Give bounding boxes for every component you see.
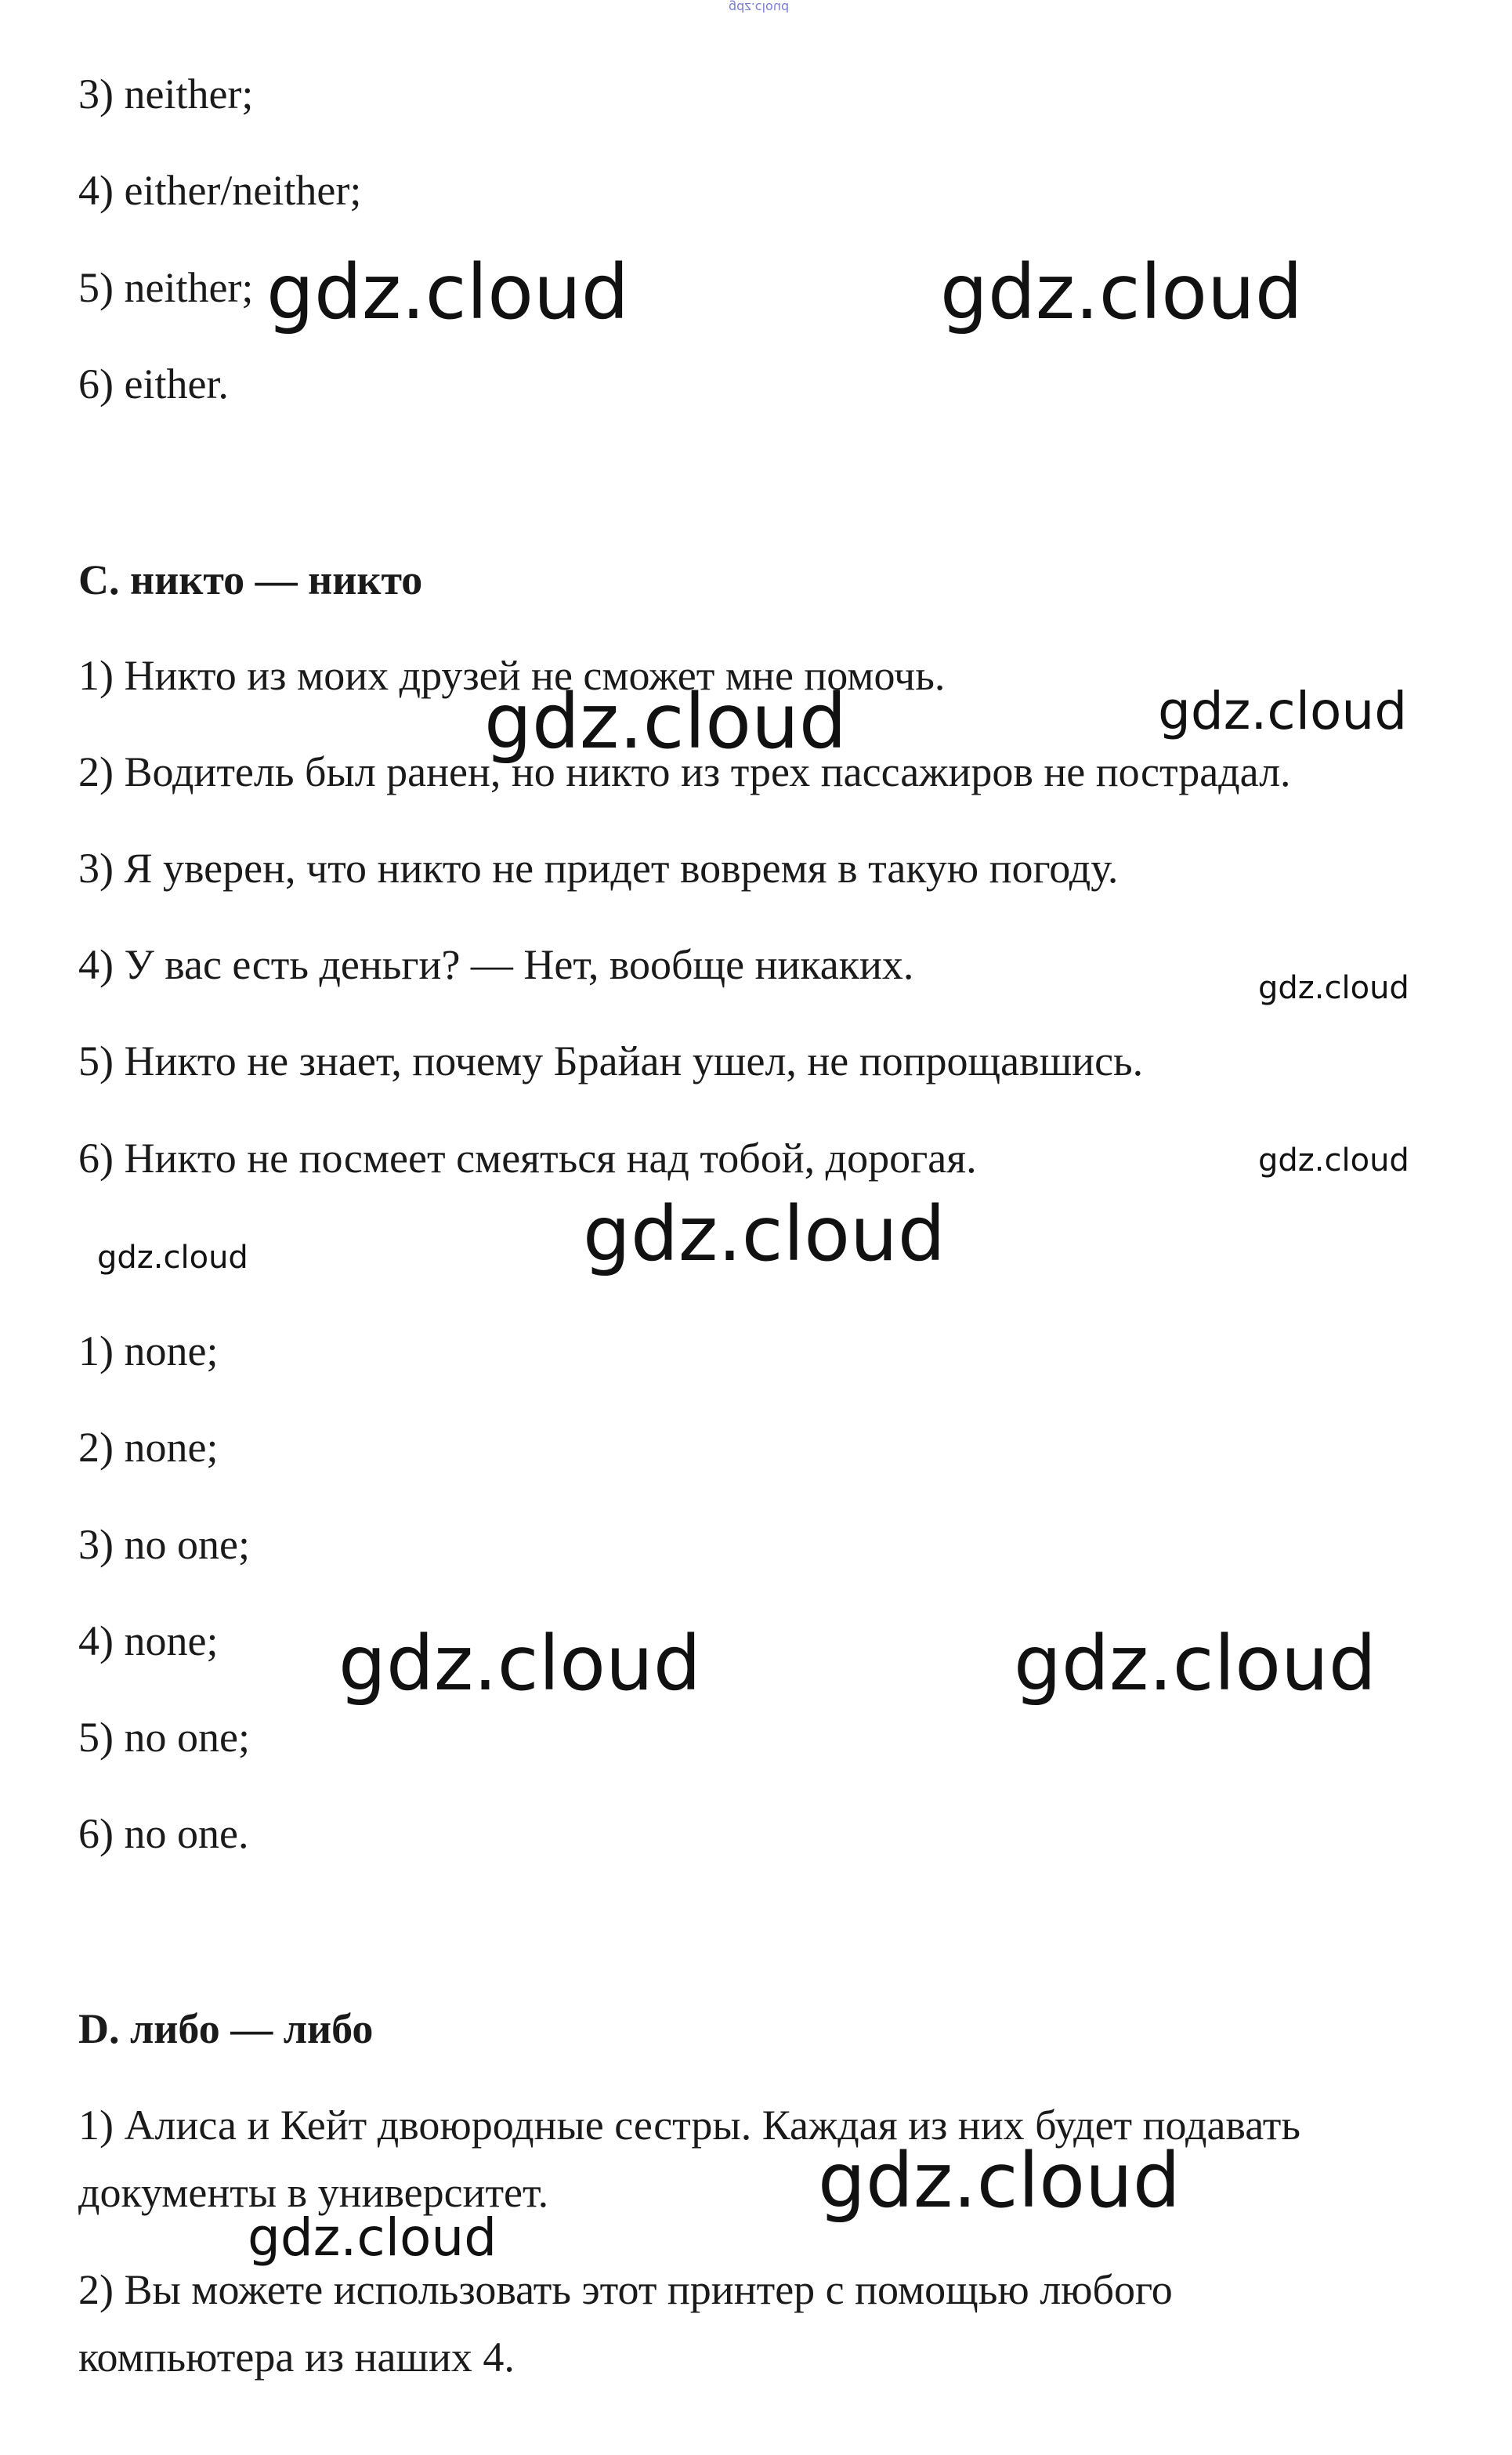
translation-line: компьютера из наших 4. [78, 2334, 515, 2381]
translation-line: 1) Алиса и Кейт двоюродные сестры. Каждая из них будет подавать [78, 2102, 1301, 2149]
watermark: gdz.cloud [1158, 681, 1408, 741]
watermark: gdz.cloud [818, 2137, 1181, 2225]
top-watermark: gdz.cloud [729, 0, 790, 15]
answer-line: 5) no one; [78, 1714, 250, 1761]
watermark: gdz.cloud [338, 1620, 701, 1707]
watermark: gdz.cloud [97, 1240, 248, 1276]
translation-line: 3) Я уверен, что никто не придет вовремя в такую погоду. [78, 845, 1119, 892]
answer-line: 6) no one. [78, 1810, 249, 1857]
watermark: gdz.cloud [266, 248, 629, 336]
watermark: gdz.cloud [583, 1190, 946, 1278]
translation-line: 2) Вы можете использовать этот принтер с помощью любого [78, 2266, 1173, 2313]
answer-line: 1) none; [78, 1327, 219, 1374]
answer-line: 4) either/neither; [78, 167, 362, 214]
translation-line: 4) У вас есть деньги? — Нет, вообще никаких. [78, 941, 914, 988]
watermark: gdz.cloud [1014, 1620, 1376, 1707]
answer-line: 3) no one; [78, 1521, 250, 1568]
translation-line: 6) Никто не посмеет смеяться над тобой, дорогая. [78, 1135, 977, 1182]
answer-line: 4) none; [78, 1617, 219, 1664]
watermark: gdz.cloud [1258, 1142, 1409, 1179]
watermark: gdz.cloud [1258, 970, 1409, 1006]
answer-line: 2) none; [78, 1424, 219, 1471]
translation-line: 5) Никто не знает, почему Брайан ушел, не попрощавшись. [78, 1037, 1144, 1084]
section-heading: C. никто — никто [78, 556, 423, 603]
watermark: gdz.cloud [248, 2207, 497, 2268]
answer-line: 6) either. [78, 360, 229, 407]
translation-line: 1) Никто из моих друзей не сможет мне помочь. [78, 652, 946, 699]
translation-line: документы в университет. [78, 2169, 549, 2216]
answer-line: 5) neither; [78, 264, 254, 311]
watermark: gdz.cloud [940, 248, 1303, 336]
translation-line: 2) Водитель был ранен, но никто из трех пассажиров не пострадал. [78, 748, 1291, 795]
answer-line: 3) neither; [78, 71, 254, 118]
watermark: gdz.cloud [484, 678, 847, 766]
section-heading: D. либо — либо [78, 2005, 374, 2052]
